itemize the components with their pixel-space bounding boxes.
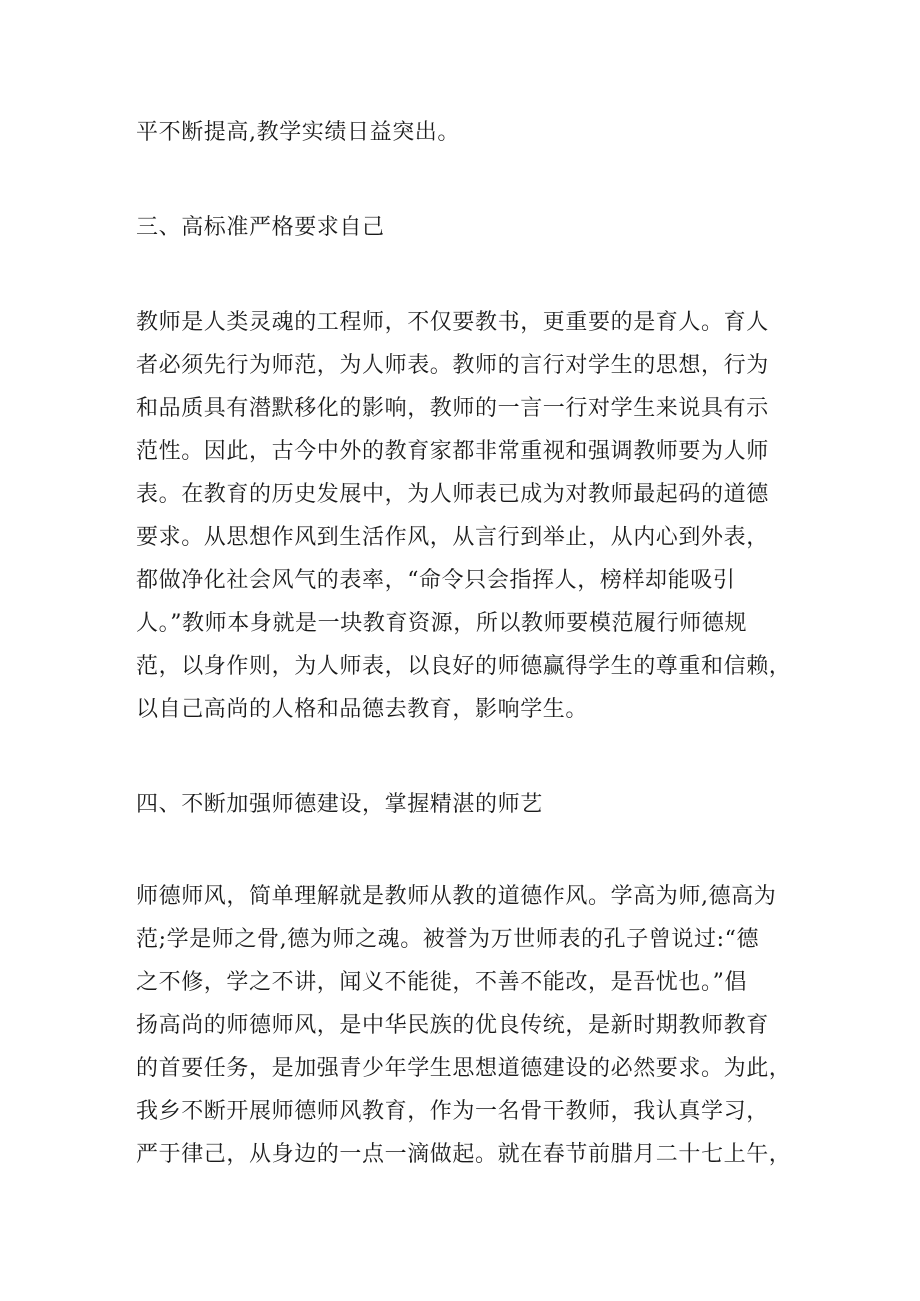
section-4-line-1: 师德师风，简单理解就是教师从教的道德作风。学高为师,德高为 (136, 884, 777, 909)
section-3-line-8: 人。”教师本身就是一块教育资源，所以教师要模范履行师德规 (136, 611, 748, 636)
section-4-line-5: 的首要任务，是加强青少年学生思想道德建设的必然要求。为此， (136, 1056, 792, 1081)
section-4-line-4: 扬高尚的师德师风，是中华民族的优良传统，是新时期教师教育 (136, 1013, 769, 1038)
section-3-line-2: 者必须先行为师范，为人师表。教师的言行对学生的思想，行为 (136, 353, 769, 378)
section-3-line-4: 范性。因此，古今中外的教育家都非常重视和强调教师要为人师 (136, 439, 769, 464)
paragraph-continuation: 平不断提高,教学实绩日益突出。 (136, 120, 460, 145)
section-3-line-1: 教师是人类灵魂的工程师，不仅要教书，更重要的是育人。育人 (136, 310, 769, 335)
section-3-line-6: 要求。从思想作风到生活作风，从言行到举止，从内心到外表， (136, 525, 769, 550)
section-3-line-3: 和品质具有潜默移化的影响，教师的一言一行对学生来说具有示 (136, 396, 769, 421)
section-4-line-3: 之不修，学之不讲，闻义不能徙，不善不能改，是吾忧也。”倡 (136, 970, 748, 995)
section-4-line-2: 范;学是师之骨,德为师之魂。被誉为万世师表的孔子曾说过:“德 (136, 927, 760, 952)
section-3-line-10: 以自己高尚的人格和品德去教育，影响学生。 (136, 697, 589, 722)
section-4-line-6: 我乡不断开展师德师风教育，作为一名骨干教师，我认真学习， (136, 1099, 769, 1124)
section-3-line-5: 表。在教育的历史发展中，为人师表已成为对教师最起码的道德 (136, 482, 769, 507)
section-4-line-7: 严于律己，从身边的一点一滴做起。就在春节前腊月二十七上午， (136, 1142, 792, 1167)
section-3-line-9: 范，以身作则，为人师表，以良好的师德赢得学生的尊重和信赖， (136, 654, 792, 679)
section-3-line-7: 都做净化社会风气的表率，“命令只会指挥人，榜样却能吸引 (136, 568, 736, 593)
section-heading-3: 三、高标准严格要求自己 (136, 215, 385, 240)
section-heading-4: 四、不断加强师德建设，掌握精湛的师艺 (136, 792, 543, 817)
